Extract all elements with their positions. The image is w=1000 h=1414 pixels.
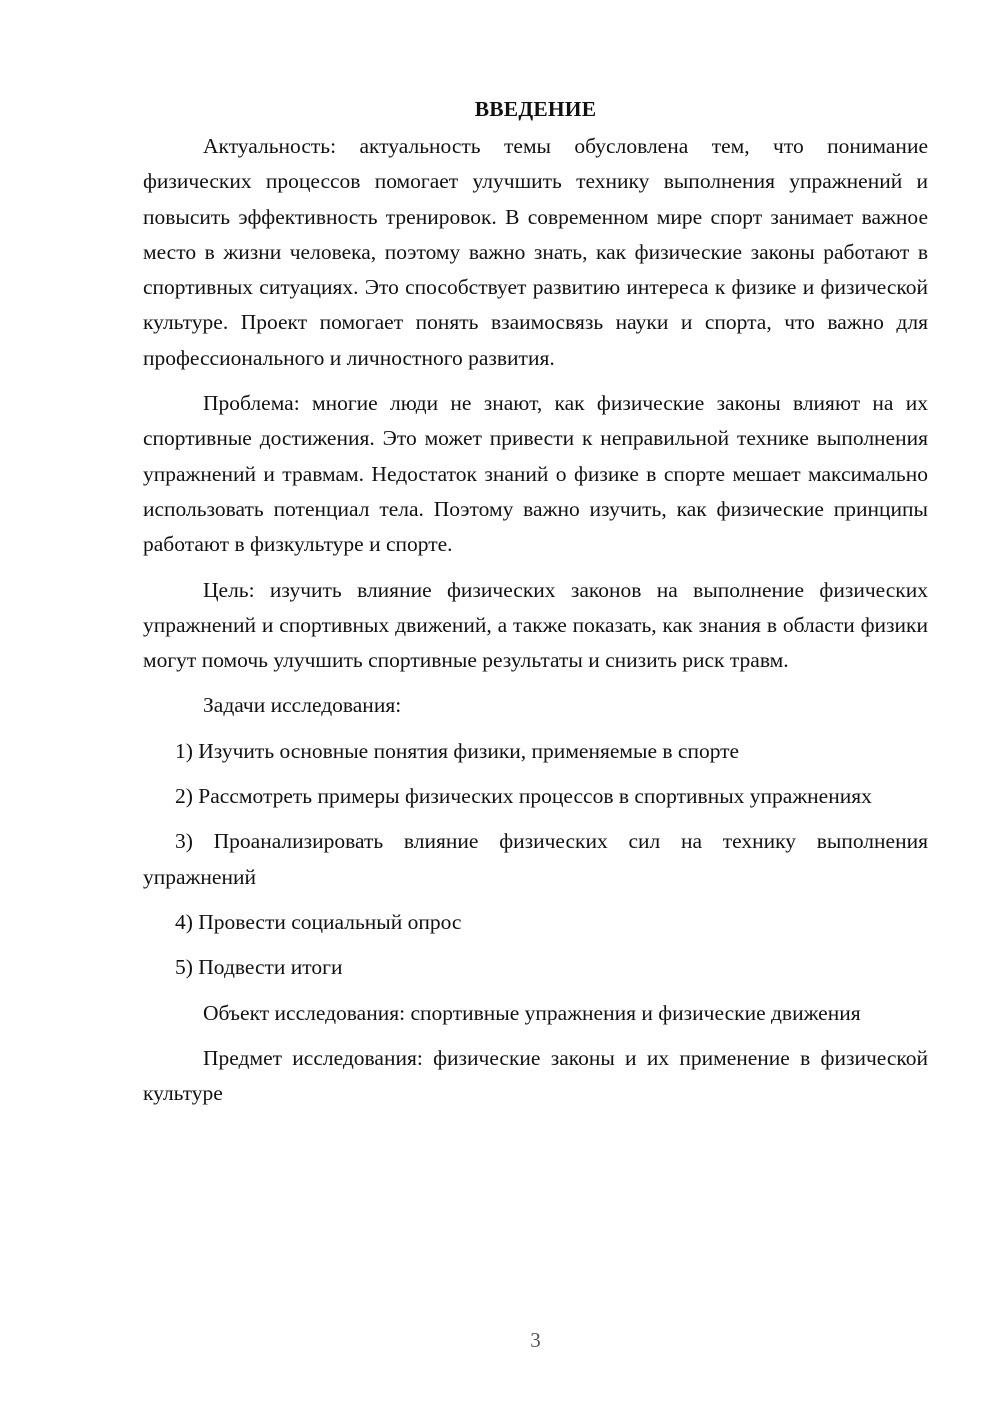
document-page [143,92,928,1121]
problem-paragraph: Проблема: многие люди не знают, как физические законы влияют на их спортивные достижения. Это может привести к неправильной технике выполнения упражнений и травмам. Недостаток знаний о физике в спорте мешает максимально использовать потенциал тела. Поэтому важно изучить, как физические принципы работают в физкультуре и спорте. [143,391,928,557]
task-item-1: 1) Изучить основные понятия физики, применяемые в спорте [175,738,740,763]
task-item-2: 2) Рассмотреть примеры физических процессов в спортивных упражнениях [175,784,872,809]
relevance-paragraph: Актуальность: актуальность темы обусловлена тем, что понимание физических процессов помогает улучшить технику выполнения упражнений и повысить эффективность тренировок. В современном мире спорт занимает важное место в жизни человека, поэтому важно знать, как физические законы работают в спортивных ситуациях. Это способствует развитию интереса к физике и физической культуре. Проект помогает понять взаимосвязь науки и спорта, что важно для профессионального и личностного развития. [143,134,928,370]
subject-paragraph: Предмет исследования: физические законы и их применение в физической культуре [143,1045,928,1106]
section-title: ВВЕДЕНИЕ [474,97,597,121]
task-item-5: 5) Подвести итоги [175,955,343,980]
task-item-3: 3) Проанализировать влияние физических сил на технику выполнения упражнений [143,829,928,889]
tasks-heading: Задачи исследования: [203,693,402,718]
goal-paragraph: Цель: изучить влияние физических законов на выполнение физических упражнений и спортивных движений, а также показать, как знания в области физики могут помочь улучшить спортивные результаты и снизить риск травм. [143,577,928,673]
task-item-4: 4) Провести социальный опрос [175,909,462,934]
object-paragraph: Объект исследования: спортивные упражнения и физические движения [203,1000,861,1025]
page-number: 3 [530,1328,541,1352]
